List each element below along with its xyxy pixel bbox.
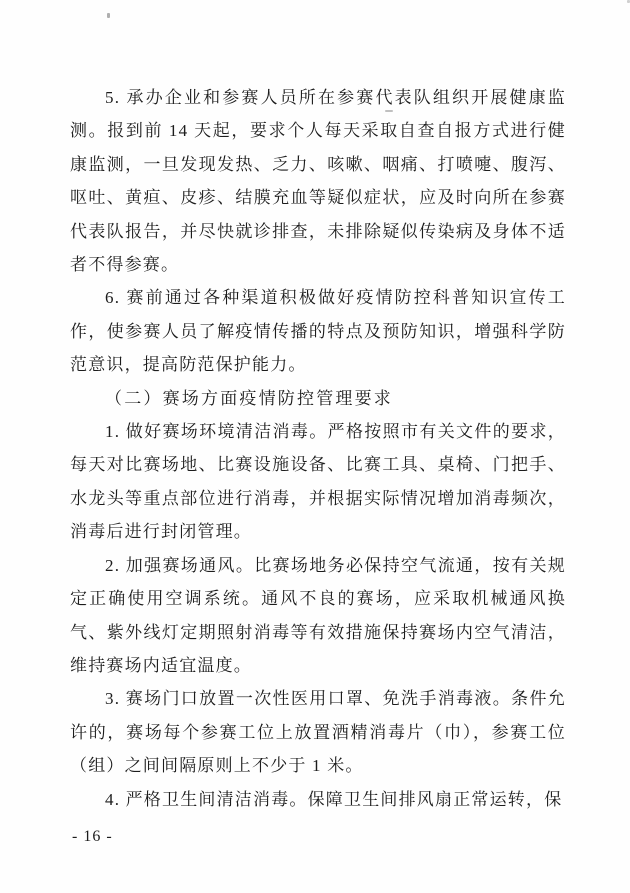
scan-speck [385,110,393,112]
section-heading-venue-epidemic-control: （二）赛场方面疫情防控管理要求 [105,388,393,408]
paragraph-item-5: 5. 承办企业和参赛人员所在参赛代表队组织开展健康监测。报到前 14 天起，要求个人每天采取自查自报方式进行健康监测，一旦发现发热、乏力、咳嗽、咽痛、打喷嚏、腹泻、呕吐、黄疸、皮疹、结膜充血等疑似症状，应及时向所在参赛代表队报告，并尽快就诊排查，未排除疑似传染病及身体不适者不得参赛。 [70,88,566,275]
paragraph-item-4: 4. 严格卫生间清洁消毒。保障卫生间排风扇正常运转，保 [105,789,563,809]
page-number: - 16 - [72,828,113,845]
paragraph-item-3: 3. 赛场门口放置一次性医用口罩、免洗手消毒液。条件允许的，赛场每个参赛工位上放置酒精消毒片（巾），参赛工位（组）之间间隔原则上不少于 1 米。 [70,689,566,776]
paragraph-item-6: 6. 赛前通过各种渠道积极做好疫情防控科普知识宣传工作，使参赛人员了解疫情传播的特点及预防知识，增强科学防范意识，提高防范保护能力。 [70,288,566,375]
paragraph-item-1: 1. 做好赛场环境清洁消毒。严格按照市有关文件的要求，每天对比赛场地、比赛设施设备、比赛工具、桌椅、门把手、水龙头等重点部位进行消毒，并根据实际情况增加消毒频次，消毒后进行封闭管理。 [70,422,566,542]
document-body [70,81,566,816]
scan-speck [107,13,110,18]
paragraph-item-2: 2. 加强赛场通风。比赛场地务必保持空气流通，按有关规定正确使用空调系统。通风不良的赛场，应采取机械通风换气、紫外线灯定期照射消毒等有效措施保持赛场内空气清洁，维持赛场内适宜温度。 [70,555,566,675]
